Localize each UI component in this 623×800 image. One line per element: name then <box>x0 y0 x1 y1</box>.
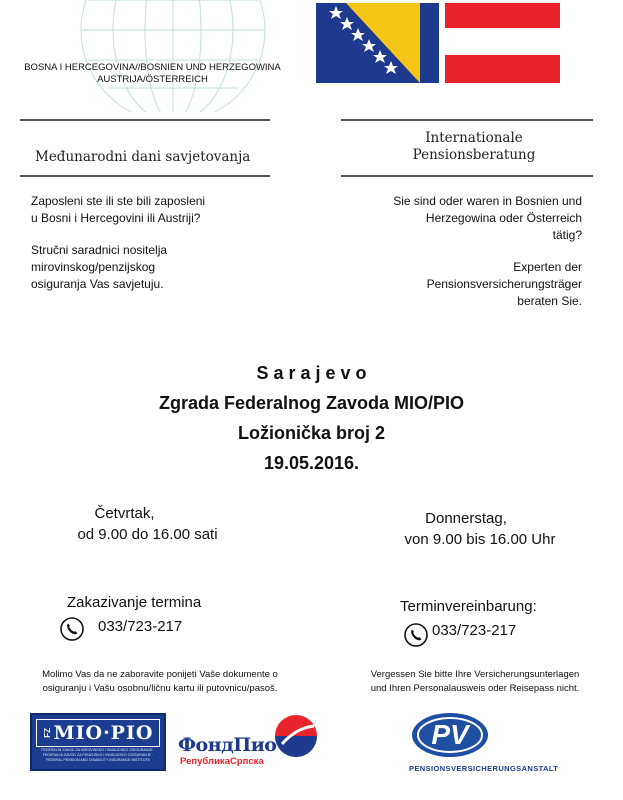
country-heading <box>0 62 305 86</box>
mio-pio-logo <box>30 713 166 771</box>
flags-graphic <box>316 3 623 83</box>
intro-left-question-1: Zaposleni ste ili ste bili zaposleni <box>31 194 206 208</box>
left-bottom-rule <box>20 175 270 177</box>
intro-right-para-2: Pensionsversicherungsträger <box>426 277 582 291</box>
fond-pio-logo <box>178 714 326 772</box>
note-right <box>330 668 620 696</box>
intro-right-question-2: Herzegowina oder Österreich <box>425 211 582 225</box>
right-bottom-rule <box>341 175 593 177</box>
globe-graphic <box>78 0 268 112</box>
intro-left-para-2: mirovinskog/penzijskog <box>31 260 156 274</box>
fond-pio-text: ФондПио <box>178 734 277 756</box>
event-address: Ložionička broj 2 <box>237 423 386 443</box>
mio-pio-text: MIO·PIO <box>53 722 154 744</box>
booking-right-phone[interactable]: 033/723-217 <box>432 622 517 639</box>
right-title-line-1: Internationale <box>425 130 523 146</box>
schedule-right-time: von 9.00 bis 16.00 Uhr <box>404 531 556 548</box>
intro-left <box>31 193 271 293</box>
pv-logo-name: PENSIONSVERSICHERUNGSANSTALT <box>409 764 559 773</box>
schedule-left-time: od 9.00 do 16.00 sati <box>77 526 218 543</box>
intro-left-para-1: Stručni saradnici nositelja <box>31 243 168 257</box>
event-date: 19.05.2016. <box>263 453 360 473</box>
note-right-line-2: und Ihren Personalausweis oder Reisepass nicht. <box>370 683 580 694</box>
intro-left-question-2: u Bosni i Hercegovini ili Austriji? <box>31 211 201 225</box>
schedule-right <box>370 508 590 550</box>
mio-pio-prefix: FZ <box>42 728 52 738</box>
right-top-rule <box>341 119 593 121</box>
right-title <box>384 130 564 164</box>
fond-pio-subtext: РепубликаСрпска <box>180 756 264 767</box>
booking-left-phone[interactable]: 033/723-217 <box>98 618 183 635</box>
intro-right-question-3: tätig? <box>552 228 582 242</box>
note-left-line-1: Molimo Vas da ne zaboravite ponijeti Vaše dokumente o <box>42 669 278 680</box>
country-line-2: AUSTRIJA/ÖSTERREICH <box>97 74 208 85</box>
austria-flag <box>445 3 560 83</box>
phone-icon <box>404 623 428 647</box>
schedule-left-day: Četvrtak, <box>94 505 155 522</box>
left-top-rule <box>20 119 270 121</box>
pv-logo-text: PV <box>431 719 469 750</box>
note-left-line-2: osiguranju i Vašu osobnu/ličnu kartu ili putovnicu/pasoš. <box>42 683 278 694</box>
intro-right-question-1: Sie sind oder waren in Bosnien und <box>393 194 582 208</box>
fond-pio-emblem <box>274 714 318 758</box>
booking-right-label: Terminvereinbarung: <box>400 598 537 615</box>
schedule-left <box>30 503 265 545</box>
event-city: S a r a j e v o <box>256 363 367 383</box>
bih-flag <box>316 3 439 83</box>
phone-icon <box>60 617 84 641</box>
booking-left-label: Zakazivanje termina <box>67 594 202 611</box>
intro-right-para-3: beraten Sie. <box>517 294 582 308</box>
schedule-right-day: Donnerstag, <box>425 510 507 527</box>
event-block <box>0 358 623 478</box>
mio-pio-subtext: FEDERALNI ZAVOD ZA MIROVINSKO I INVALIDSKO OSIGURANJE · FEDERALNI ZAVOD ZA PENZIJSKO I INVALIDSKO OSIGURANJE · FEDERAL PENSION AND DISABILITY INSURANCE INSTITUTE <box>41 748 155 762</box>
country-line-1: BOSNA I HERCEGOVINA//BOSNIEN UND HERZEGOWINA <box>24 62 281 73</box>
note-right-line-1: Vergessen Sie bitte Ihre Versicherungsunterlagen <box>370 669 580 680</box>
note-left <box>10 668 310 696</box>
intro-left-para-3: osiguranja Vas savjetuju. <box>31 277 164 291</box>
right-title-line-2: Pensionsberatung <box>412 147 536 163</box>
intro-right <box>340 193 582 310</box>
left-title: Međunarodni dani savjetovanja <box>35 149 251 165</box>
intro-right-para-1: Experten der <box>513 260 582 274</box>
event-building: Zgrada Federalnog Zavoda MIO/PIO <box>158 393 465 413</box>
